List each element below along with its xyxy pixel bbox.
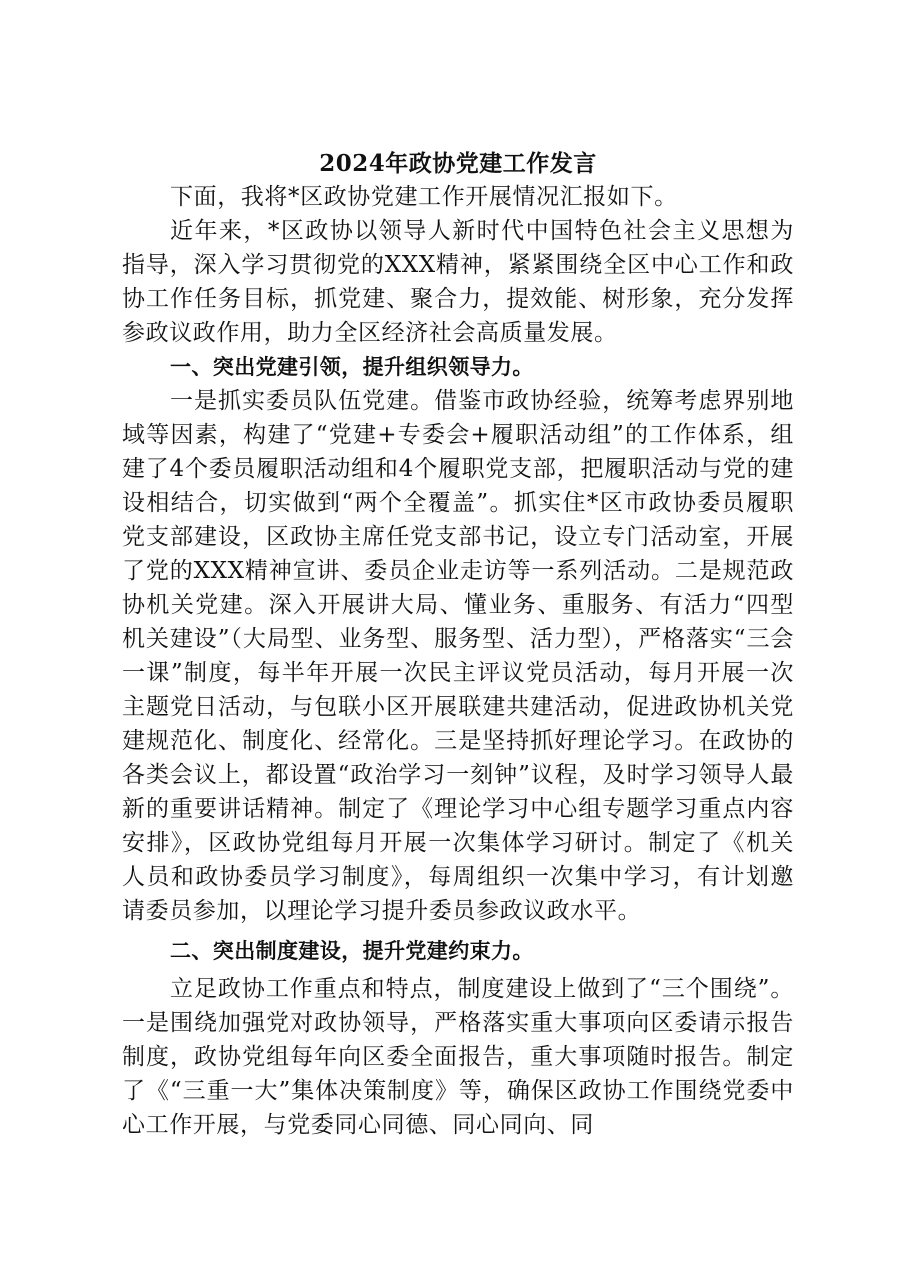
section-2-heading: 二、突出制度建设，提升党建约束力。 (170, 939, 534, 963)
section-1-heading: 一、突出党建引领，提升组织领导力。 (170, 355, 534, 379)
document-title: 2024年政协党建工作发言 (319, 150, 597, 177)
section-2-body: 立足政协工作重点和特点，制度建设上做到了“三个围绕”。一是围绕加强党对政协领导，严格落实重大事项向区委请示报告制度，政协党组每年向区委全面报告，重大事项随时报告。制定了《“三重一大”集体决策制度》等，确保区政协工作围绕党委中心工作开展，与党委同心同德、同心同向、同 (122, 976, 794, 1138)
intro-paragraph: 下面，我将*区政协党建工作开展情况汇报如下。 (170, 184, 678, 210)
section-1-body: 一是抓实委员队伍党建。借鉴市政协经验，统筹考虑界别地域等因素，构建了“党建+专委会+履职活动组”的工作体系，组建了4个委员履职活动组和4个履职党支部，把履职活动与党的建设相结合，切实做到“两个全覆盖”。抓实住*区市政协委员履职党支部建设，区政协主席任党支部书记，设立专门活动室，开展了党的XXX精神宣讲、委员企业走访等一系列活动。二是规范政协机关党建。深入开展讲大局、懂业务、重服务、有活力“四型机关建设”（大局型、业务型、服务型、活力型），严格落实“三会一课”制度，每半年开展一次民主评议党员活动，每月开展一次主题党日活动，与包联小区开展联建共建活动，促进政协机关党建规范化、制度化、经常化。三是坚持抓好理论学习。在政协的各类会议上，都设置“政治学习一刻钟”议程，及时学习领导人最新的重要讲话精神。制定了《理论学习中心组专题学习重点内容安排》，区政协党组每月开展一次集体学习研讨。制定了《机关人员和政协委员学习制度》，每周组织一次集中学习，有计划邀请委员参加，以理论学习提升委员参政议政水平。 (122, 388, 794, 924)
document-body (122, 148, 794, 1142)
overview-paragraph: 近年来，*区政协以领导人新时代中国特色社会主义思想为指导，深入学习贯彻党的XXX精神，紧紧围绕全区中心工作和政协工作任务目标，抓党建、聚合力，提效能、树形象，充分发挥参政议政作用，助力全区经济社会高质量发展。 (122, 218, 794, 346)
